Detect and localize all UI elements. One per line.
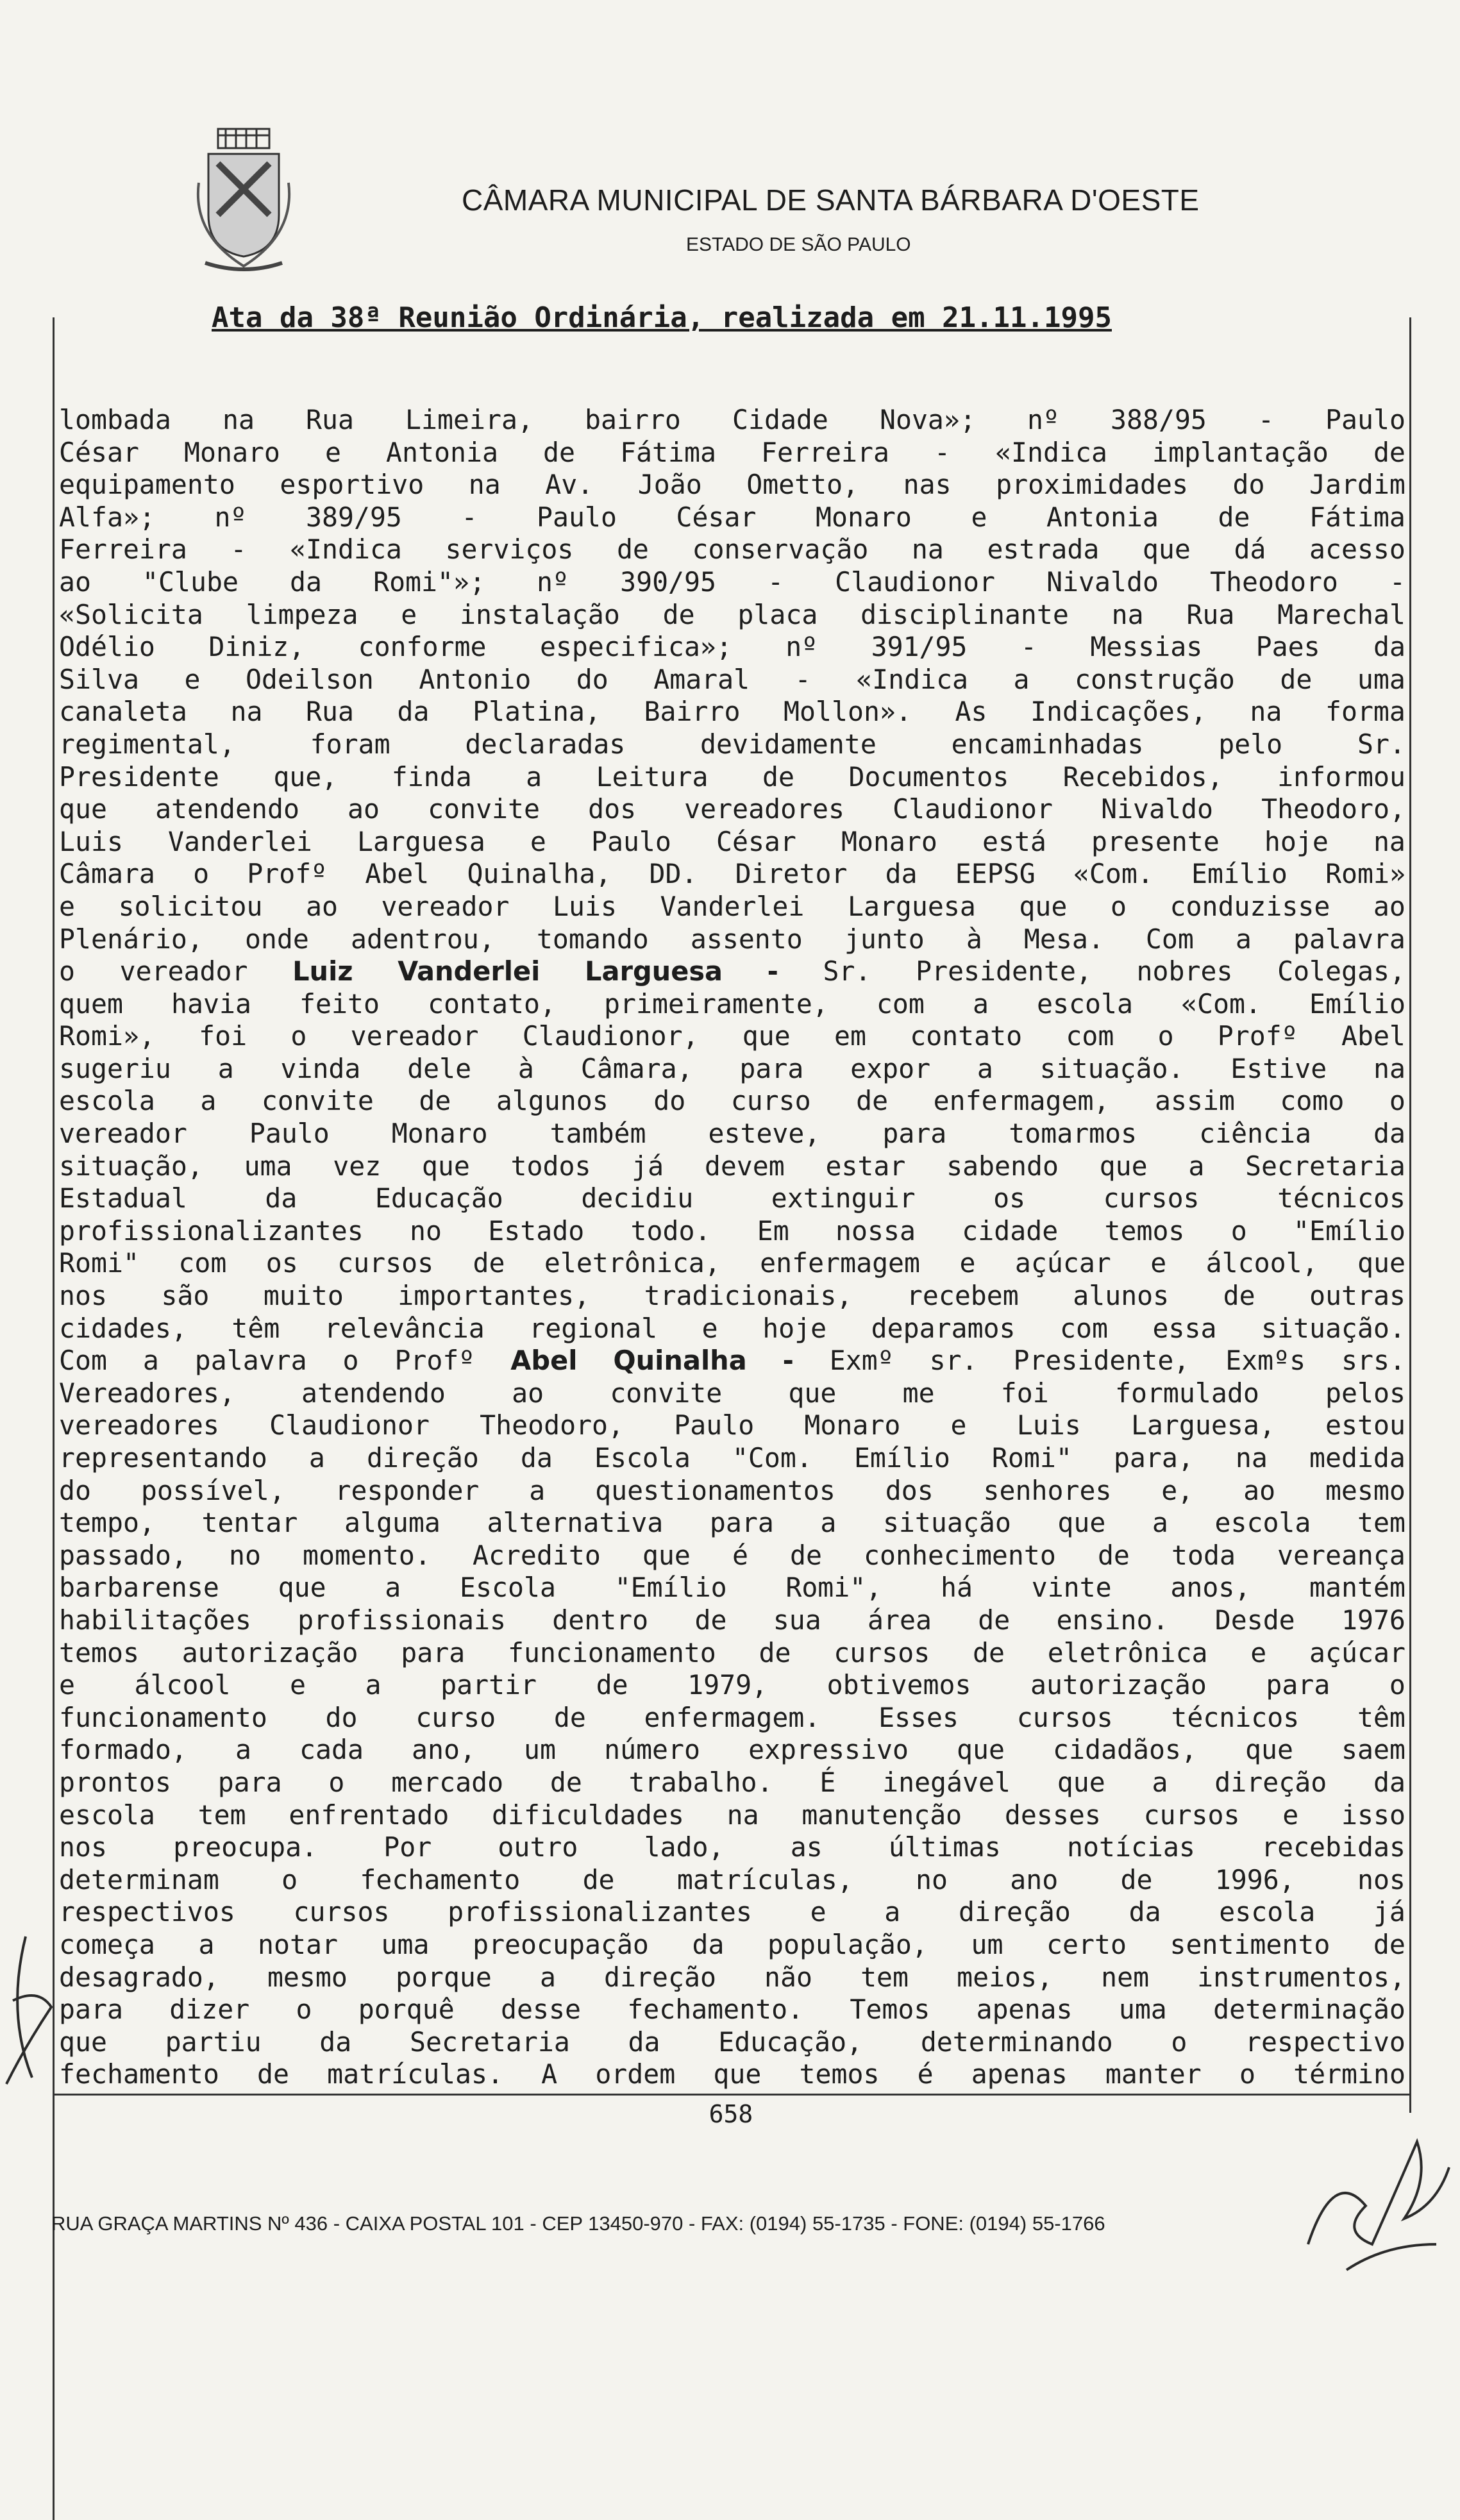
text-line: Ferreira - «Indica serviços de conservação na estrada que dá acesso: [59, 533, 1405, 566]
minutes-body: [59, 404, 1405, 2091]
text-line: ao "Clube da Romi"»; nº 390/95 - Claudionor Nivaldo Theodoro -: [59, 566, 1405, 598]
text-line: Presidente que, finda a Leitura de Documentos Recebidos, informou: [59, 760, 1405, 793]
handwritten-signature-icon: [1270, 2078, 1456, 2289]
text-line: que atendendo ao convite dos vereadores Claudionor Nivaldo Theodoro,: [59, 793, 1405, 825]
text-line: Silva e Odeilson Antonio do Amaral - «Indica a construção de uma: [59, 663, 1405, 695]
text-line: quem havia feito contato, primeiramente, com a escola «Com. Emílio: [59, 987, 1405, 1020]
text-line: canaleta na Rua da Platina, Bairro Mollon». As Indicações, na forma: [59, 696, 1405, 728]
text-line: determinam o fechamento de matrículas, no ano de 1996, nos: [59, 1863, 1405, 1895]
text-line: Romi», foi o vereador Claudionor, que em contato com o Profº Abel: [59, 1020, 1405, 1052]
bottom-margin-line: [53, 2094, 1411, 2096]
text-line: regimental, foram declaradas devidamente encaminhadas pelo Sr.: [59, 728, 1405, 760]
text-line: escola a convite de algunos do curso de enfermagem, assim como o: [59, 1085, 1405, 1117]
text-line: César Monaro e Antonia de Fátima Ferreira - «Indica implantação de: [59, 436, 1405, 468]
text-line: habilitações profissionais dentro de sua área de ensino. Desde 1976: [59, 1604, 1405, 1636]
text-line: Câmara o Profº Abel Quinalha, DD. Diretor da EEPSG «Com. Emílio Romi»: [59, 858, 1405, 890]
text-line: do possível, responder a questionamentos dos senhores e, ao mesmo: [59, 1474, 1405, 1506]
footer-address: RUA GRAÇA MARTINS Nº 436 - CAIXA POSTAL 101 - CEP 13450-970 - FAX: (0194) 55-1735 - FONE: (0194) 55-1766: [51, 2212, 1105, 2235]
text-line: e álcool e a partir de 1979, obtivemos autorização para o: [59, 1669, 1405, 1701]
text-line: funcionamento do curso de enfermagem. Esses cursos técnicos têm: [59, 1701, 1405, 1733]
text-line: cidades, têm relevância regional e hoje deparamos com essa situação.: [59, 1312, 1405, 1344]
right-margin-line: [1409, 317, 1411, 2113]
coat-of-arms-icon: [192, 125, 295, 276]
text-line: equipamento esportivo na Av. João Ometto, nas proximidades do Jardim: [59, 469, 1405, 501]
text-line: prontos para o mercado de trabalho. É inegável que a direção da: [59, 1766, 1405, 1798]
text-line: Plenário, onde adentrou, tomando assento junto à Mesa. Com a palavra: [59, 923, 1405, 955]
text-line: Romi" com os cursos de eletrônica, enfermagem e açúcar e álcool, que: [59, 1247, 1405, 1279]
text-line: começa a notar uma preocupação da população, um certo sentimento de: [59, 1928, 1405, 1960]
text-line: formado, a cada ano, um número expressivo que cidadãos, que saem: [59, 1734, 1405, 1766]
text-line: Alfa»; nº 389/95 - Paulo César Monaro e Antonia de Fátima: [59, 501, 1405, 533]
text-line: Estadual da Educação decidiu extinguir os cursos técnicos: [59, 1182, 1405, 1214]
text-line: desagrado, mesmo porque a direção não tem meios, nem instrumentos,: [59, 1961, 1405, 1993]
text-line: nos preocupa. Por outro lado, as últimas notícias recebidas: [59, 1831, 1405, 1863]
text-line: Com a palavra o Profº Abel Quinalha - Exmº sr. Presidente, Exmºs srs.: [59, 1345, 1405, 1377]
text-line: nos são muito importantes, tradicionais, recebem alunos de outras: [59, 1280, 1405, 1312]
text-line: Vereadores, atendendo ao convite que me foi formulado pelos: [59, 1377, 1405, 1409]
text-line: para dizer o porquê desse fechamento. Temos apenas uma determinação: [59, 1994, 1405, 2026]
text-line: temos autorização para funcionamento de cursos de eletrônica e açúcar: [59, 1636, 1405, 1668]
text-line: lombada na Rua Limeira, bairro Cidade Nova»; nº 388/95 - Paulo: [59, 404, 1405, 435]
text-line: Luis Vanderlei Larguesa e Paulo César Monaro está presente hoje na: [59, 825, 1405, 857]
organization-name: CÂMARA MUNICIPAL DE SANTA BÁRBARA D'OESTE: [462, 183, 1200, 217]
text-line: escola tem enfrentado dificuldades na manutenção desses cursos e isso: [59, 1799, 1405, 1831]
text-line: que partiu da Secretaria da Educação, determinando o respectivo: [59, 2026, 1405, 2058]
organization-state: ESTADO DE SÃO PAULO: [686, 234, 911, 255]
text-line: situação, uma vez que todos já devem estar sabendo que a Secretaria: [59, 1150, 1405, 1182]
text-line: fechamento de matrículas. A ordem que temos é apenas manter o término: [59, 2058, 1405, 2090]
text-line: vereadores Claudionor Theodoro, Paulo Monaro e Luis Larguesa, estou: [59, 1409, 1405, 1441]
text-line: o vereador Luiz Vanderlei Larguesa - Sr. Presidente, nobres Colegas,: [59, 955, 1405, 987]
text-line: passado, no momento. Acredito que é de conhecimento de toda vereança: [59, 1539, 1405, 1571]
text-line: sugeriu a vinda dele à Câmara, para expor a situação. Estive na: [59, 1052, 1405, 1084]
text-line: barbarense que a Escola "Emílio Romi", há vinte anos, mantém: [59, 1572, 1405, 1604]
text-line: vereador Paulo Monaro também esteve, para tomarmos ciência da: [59, 1118, 1405, 1150]
text-line: Odélio Diniz, conforme especifica»; nº 391/95 - Messias Paes da: [59, 631, 1405, 663]
text-line: «Solicita limpeza e instalação de placa disciplinante na Rua Marechal: [59, 598, 1405, 630]
text-line: respectivos cursos profissionalizantes e a direção da escola já: [59, 1896, 1405, 1928]
text-line: profissionalizantes no Estado todo. Em nossa cidade temos o "Emílio: [59, 1214, 1405, 1247]
margin-initials-icon: [0, 1924, 58, 2129]
text-line: tempo, tentar alguma alternativa para a situação que a escola tem: [59, 1507, 1405, 1539]
text-line: e solicitou ao vereador Luis Vanderlei Larguesa que o conduzisse ao: [59, 890, 1405, 922]
page-number: 658: [709, 2100, 753, 2128]
left-margin-line: [53, 317, 55, 2520]
text-line: representando a direção da Escola "Com. Emílio Romi" para, na medida: [59, 1442, 1405, 1474]
document-title: Ata da 38ª Reunião Ordinária, realizada em 21.11.1995: [212, 301, 1112, 334]
